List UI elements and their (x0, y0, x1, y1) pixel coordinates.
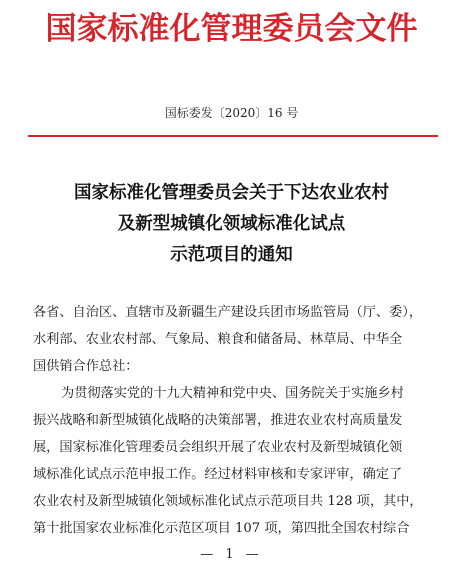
salutation-line: 水利部、农业农村部、气象局、粮食和储备局、林草局、中华全 (33, 332, 403, 347)
body-text-line: 展，国家标准化管理委员会组织开展了农业农村及新型城镇化领 (33, 440, 403, 455)
issuer-masthead: 国家标准化管理委员会文件 (45, 11, 418, 47)
page-number: — 1 — (200, 547, 263, 562)
body-text-line: 域标准化试点示范申报工作。经过材料审核和专家评审，确定了 (33, 467, 403, 482)
notice-title-line-2: 及新型城镇化领域标准化试点 (117, 214, 346, 234)
salutation-line: 国供销合作总社： (33, 359, 139, 374)
body-text-line: 为贯彻落实党的十九大精神和党中央、国务院关于实施乡村 (61, 386, 404, 401)
body-text-line: 振兴战略和新型城镇化战略的决策部署，推进农业农村高质量发 (33, 413, 403, 428)
notice-title-line-1: 国家标准化管理委员会关于下达农业农村 (74, 183, 389, 203)
body-text-line: 第十批国家农业标准化示范区项目 107 项，第四批全国农村综合 (33, 521, 410, 536)
body-text-line: 农业农村及新型城镇化领域标准化试点示范项目共 128 项，其中， (33, 494, 423, 509)
salutation-line: 各省、自治区、直辖市及新疆生产建设兵团市场监管局（厅、委）， (33, 305, 423, 320)
notice-title-line-3: 示范项目的通知 (170, 245, 293, 265)
document-number: 国标委发〔2020〕16 号 (164, 106, 299, 120)
red-divider-rule (28, 135, 438, 137)
